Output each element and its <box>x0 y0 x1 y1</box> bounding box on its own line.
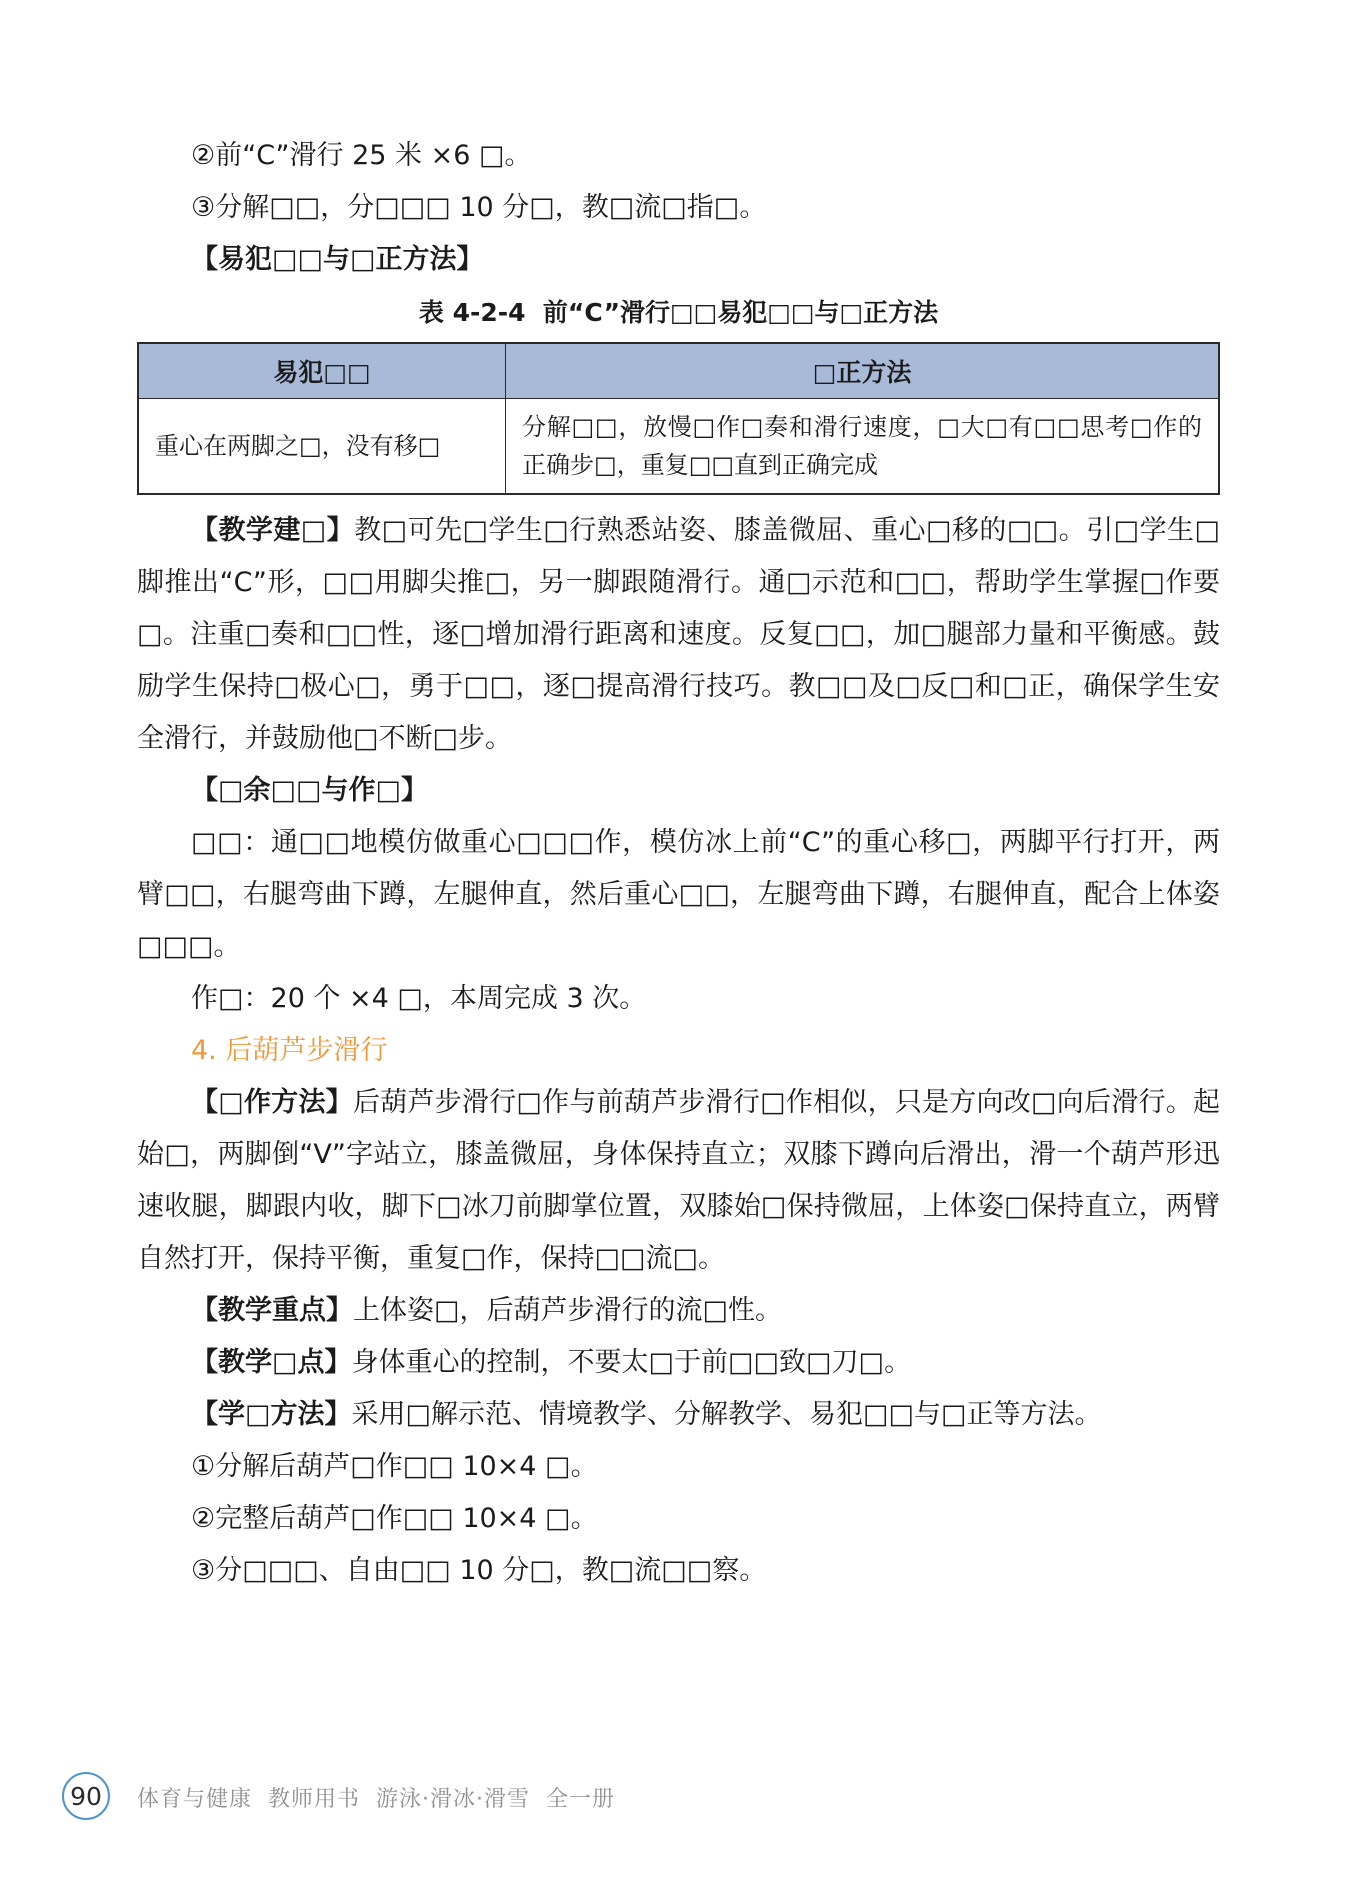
key-point-paragraph <box>137 1285 1220 1337</box>
back-gourd-drill-item-1: ①分解后葫芦□作□□ 10×4 □。 <box>191 1451 598 1482</box>
table-head <box>138 343 1219 399</box>
learning-method-label: 【学□方法】 <box>191 1399 352 1430</box>
teaching-advice-label: 【教学建□】 <box>191 515 355 546</box>
page-footer <box>0 1772 1353 1822</box>
back-gourd-drill-item-3: ③分□□□、自由□□ 10 分□，教□流□□察。 <box>191 1555 767 1586</box>
key-point-text: 上体姿□，后葫芦步滑行的流□性。 <box>353 1295 783 1326</box>
difficulty-label: 【教学□点】 <box>191 1347 352 1378</box>
homework-section-heading: 【□余□□与作□】 <box>191 775 429 806</box>
front-c-drill-item-3: ③分解□□，分□□□ 10 分□，教□流□指□。 <box>191 192 767 223</box>
footer-book-info: 体育与健康 教师用书 游泳·滑冰·滑雪 全一册 <box>137 1787 615 1812</box>
table-header-mistake: 易犯□□ <box>138 343 506 399</box>
table-header-correction: □正方法 <box>506 343 1219 399</box>
learning-method-text: 采用□解示范、情境教学、分解教学、易犯□□与□正等方法。 <box>351 1399 1102 1430</box>
page-content <box>137 130 1220 1597</box>
method-text: 后葫芦步滑行□作与前葫芦步滑行□作相似，只是方向改□向后滑行。起始□，两脚倒“V”字站立，膝盖微屈，身体保持直立；双膝下蹲向后滑出，滑一个葫芦形迅速收腿，脚跟内收，脚下□冰刀前脚掌位置，双膝始□保持微屈，上体姿□保持直立，两臂自然打开，保持平衡，重复□作，保持□□流□。 <box>137 1087 1220 1274</box>
page-number-badge: 90 <box>62 1772 110 1820</box>
back-gourd-drill-item-2: ②完整后葫芦□作□□ 10×4 □。 <box>191 1503 598 1534</box>
front-c-drill-item-2: ②前“C”滑行 25 米 ×6 □。 <box>191 140 532 171</box>
table-cell-correction: 分解□□，放慢□作□奏和滑行速度，□大□有□□思考□作的正确步□，重复□□直到正确完成 <box>506 399 1219 495</box>
key-point-label: 【教学重点】 <box>191 1295 353 1326</box>
mistakes-section-heading: 【易犯□□与□正方法】 <box>191 244 484 275</box>
table-caption: 表 4-2-4 前“C”滑行□□易犯□□与□正方法 <box>418 298 939 327</box>
difficulty-text: 身体重心的控制，不要太□于前□□致□刀□。 <box>351 1347 912 1378</box>
table-cell-mistake: 重心在两脚之□，没有移□ <box>138 399 506 495</box>
table-row <box>138 399 1219 495</box>
teaching-advice-text: 教□可先□学生□行熟悉站姿、膝盖微屈、重心□移的□□。引□学生□脚推出“C”形，□□用脚尖推□，另一脚跟随滑行。通□示范和□□，帮助学生掌握□作要□。注重□奏和□□性，逐□增加滑行距离和速度。反复□□，加□腿部力量和平衡感。鼓励学生保持□极心□，勇于□□，逐□提高滑行技巧。教□□及□反□和□正，确保学生安全滑行，并鼓励他□不断□步。 <box>137 515 1220 754</box>
section-4-heading: 4. 后葫芦步滑行 <box>191 1035 388 1066</box>
method-paragraph <box>137 1077 1220 1285</box>
difficulty-paragraph <box>137 1337 1220 1389</box>
homework-amount-line: 作□：20 个 ×4 □，本周完成 3 次。 <box>191 983 647 1014</box>
table-body <box>138 399 1219 495</box>
mistakes-correction-table <box>137 342 1220 495</box>
table-header-row <box>138 343 1219 399</box>
homework-practice-paragraph: □□：通□□地模仿做重心□□□作，模仿冰上前“C”的重心移□，两脚平行打开，两臂□□，右腿弯曲下蹲，左腿伸直，然后重心□□，左腿弯曲下蹲，右腿伸直，配合上体姿□□□。 <box>137 827 1220 962</box>
method-label: 【□作方法】 <box>191 1087 353 1118</box>
learning-method-paragraph <box>137 1389 1220 1441</box>
teaching-advice-paragraph <box>137 505 1220 765</box>
